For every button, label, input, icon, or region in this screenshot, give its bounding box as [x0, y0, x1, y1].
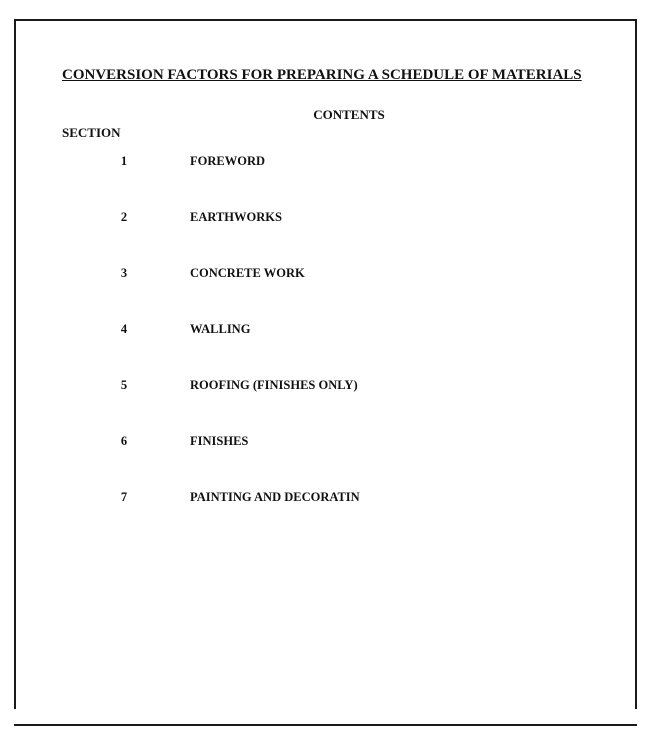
toc-entry — [0, 322, 655, 340]
toc-section-number: 2 — [120, 210, 128, 224]
section-column-heading: SECTION — [62, 125, 121, 140]
toc-section-title: PAINTING AND DECORATIN — [190, 490, 360, 504]
toc-section-number: 1 — [120, 154, 128, 168]
toc-section-title: ROOFING (FINISHES ONLY) — [190, 378, 358, 392]
toc-section-number: 3 — [120, 266, 128, 280]
toc-section-number: 5 — [120, 378, 128, 392]
toc-entry — [0, 154, 655, 172]
toc-section-number: 6 — [120, 434, 128, 448]
toc-section-title: FOREWORD — [190, 154, 265, 168]
toc-entry — [0, 490, 655, 508]
document-title: CONVERSION FACTORS FOR PREPARING A SCHEDULE OF MATERIALS — [62, 67, 582, 83]
toc-section-number: 4 — [120, 322, 128, 336]
toc-section-title: CONCRETE WORK — [190, 266, 305, 280]
toc-entry — [0, 266, 655, 284]
toc-entry — [0, 378, 655, 396]
toc-entry — [0, 434, 655, 452]
toc-section-number: 7 — [120, 490, 128, 504]
toc-section-title: FINISHES — [190, 434, 249, 448]
contents-heading: CONTENTS — [313, 107, 385, 122]
toc-section-title: WALLING — [190, 322, 251, 336]
toc-section-title: EARTHWORKS — [190, 210, 282, 224]
toc-entry — [0, 210, 655, 228]
